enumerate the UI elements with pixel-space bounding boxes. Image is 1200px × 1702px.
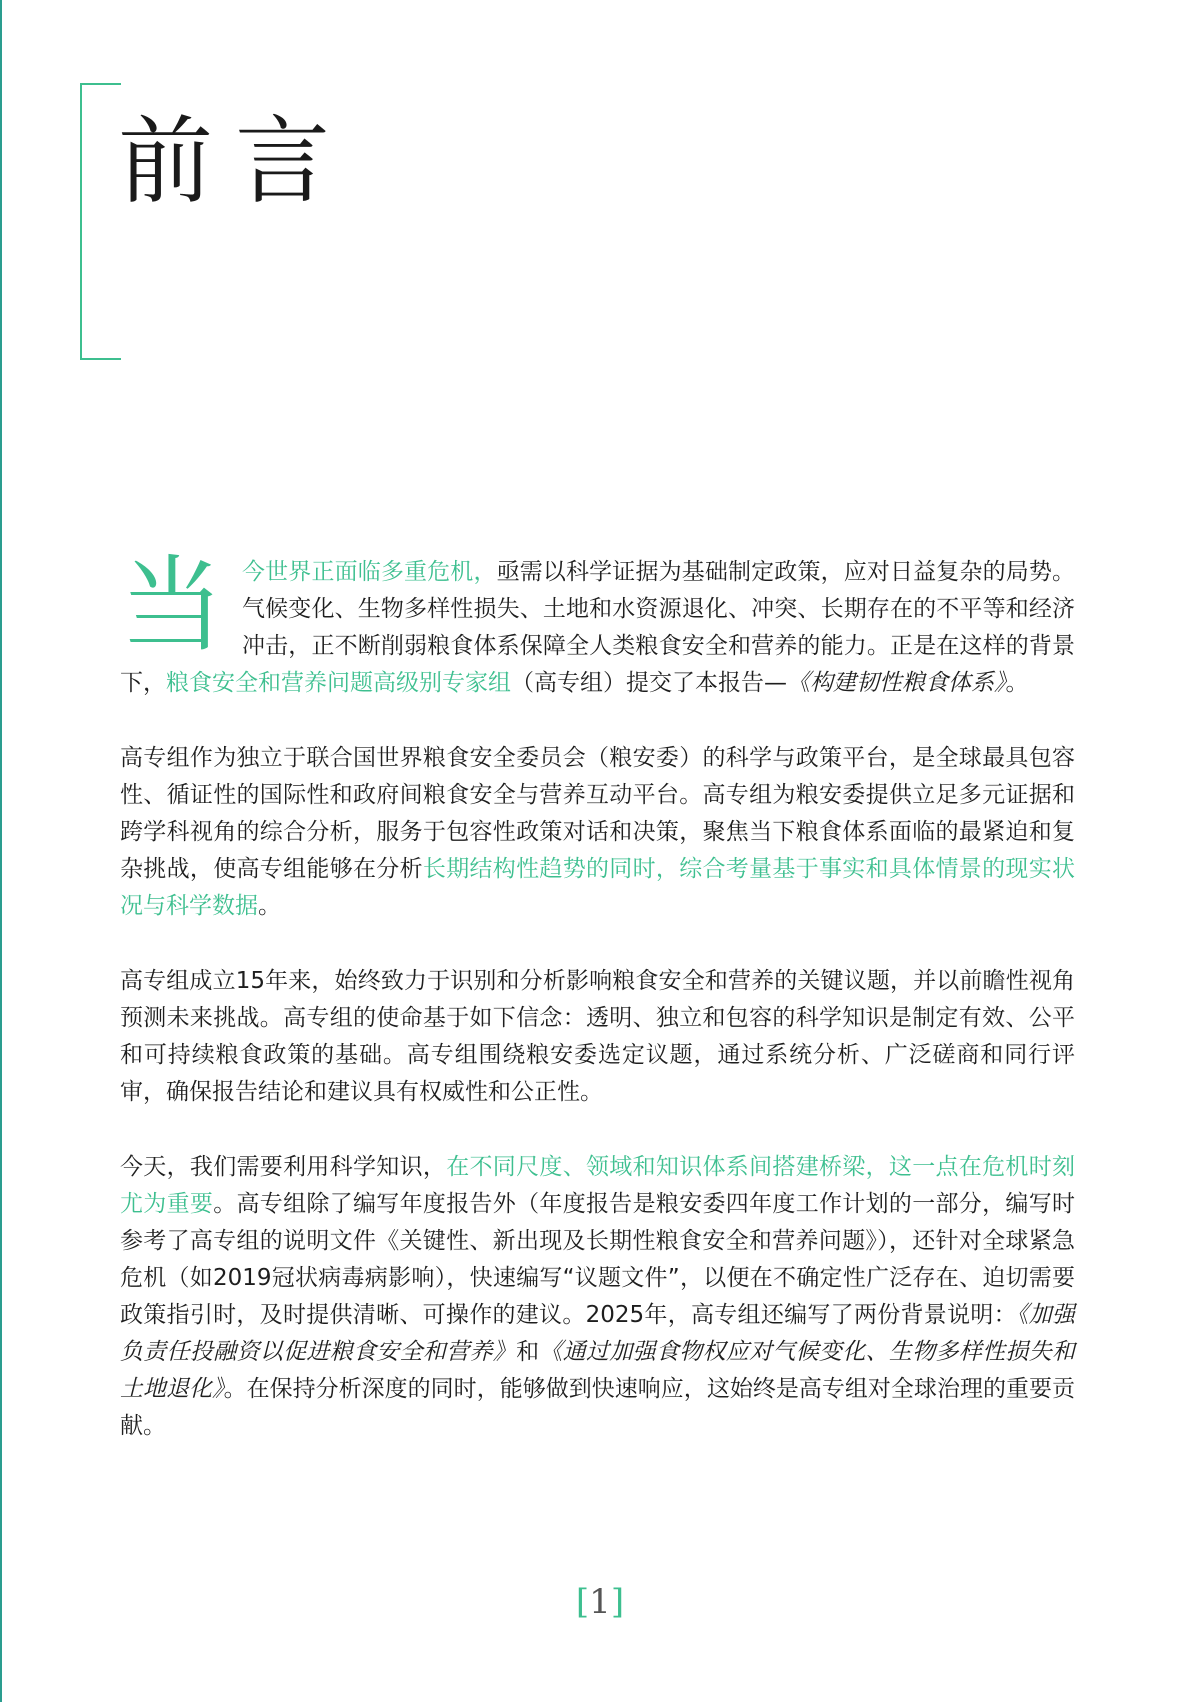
page-edge-line <box>0 0 2 1702</box>
paragraph-4 <box>120 1149 1075 1445</box>
drop-cap: 当 <box>120 544 225 666</box>
paragraph-3 <box>120 963 1075 1111</box>
text-segment: 。高专组除了编写年度报告外（年度报告是粮安委四年度工作计划的一部分，编写时参考了高专组的说明文件《关键性、新出现及长期性粮食安全和营养问题》），还针对全球紧急危机（如2019冠状病毒病影响），快速编写“议题文件”，以便在不确定性广泛存在、迫切需要政策指引时，及时提供清晰、可操作的建议。2025年，高专组还编写了两份背景说明： <box>120 1191 1076 1328</box>
text-segment: 。 <box>258 893 281 919</box>
report-title: 《构建韧性粮食体系》 <box>787 670 1006 696</box>
highlight-text: 粮食安全和营养问题高级别专家组 <box>166 670 511 696</box>
page-number-value: 1 <box>589 1582 611 1622</box>
text-segment: 今天，我们需要利用科学知识， <box>120 1154 447 1180</box>
page-number <box>0 1582 1200 1622</box>
page-title: 前言 <box>118 107 353 217</box>
background-note-title: 《加强负责任投融资以促进粮食安全和营养》 <box>120 1302 1075 1365</box>
paragraph-1 <box>120 544 1076 702</box>
text-segment: 。在保持分析深度的同时，能够做到快速响应，这始终是高专组对全球治理的重要贡献。 <box>120 1376 1076 1439</box>
bracket-close: ] <box>610 1582 625 1622</box>
paragraph-2 <box>120 740 1075 925</box>
background-note-title: 《通过加强食物权应对气候变化、生物多样性损失和土地退化》 <box>120 1339 1076 1402</box>
text-segment: 。 <box>1005 670 1029 696</box>
text-segment: 高专组作为独立于联合国世界粮食安全委员会（粮安委）的科学与政策平台，是全球最具包容性、循证性的国际性和政府间粮食安全与营养互动平台。高专组为粮安委提供立足多元证据和跨学科视角的综合分析，服务于包容性政策对话和决策，聚焦当下粮食体系面临的最紧迫和复杂挑战，使高专组能够在分析 <box>120 745 1075 882</box>
highlight-text: 长期结构性趋势的同时，综合考量基于事实和具体情景的现实状况与科学数据 <box>120 856 1076 919</box>
text-segment: （高专组）提交了本报告— <box>511 670 787 696</box>
title-bracket <box>80 83 121 360</box>
body-text <box>120 544 1076 1483</box>
text-segment: 亟需以科学证据为基础制定政策，应对日益复杂的局势。气候变化、生物多样性损失、土地和水资源退化、冲突、长期存在的不平等和经济冲击，正不断削弱粮食体系保障全人类粮食安全和营养的能力。正是在这样的背景下， <box>120 559 1076 696</box>
bracket-open: [ <box>575 1582 590 1622</box>
highlight-text: 在不同尺度、领域和知识体系间搭建桥梁，这一点在危机时刻尤为重要 <box>120 1154 1076 1217</box>
text-segment: 和 <box>516 1339 540 1365</box>
highlight-text: 今世界正面临多重危机， <box>242 559 497 585</box>
text-segment: 高专组成立15年来，始终致力于识别和分析影响粮食安全和营养的关键议题，并以前瞻性视角预测未来挑战。高专组的使命基于如下信念：透明、独立和包容的科学知识是制定有效、公平和可持续粮食政策的基础。高专组围绕粮安委选定议题，通过系统分析、广泛磋商和同行评审，确保报告结论和建议具有权威性和公正性。 <box>120 968 1075 1105</box>
